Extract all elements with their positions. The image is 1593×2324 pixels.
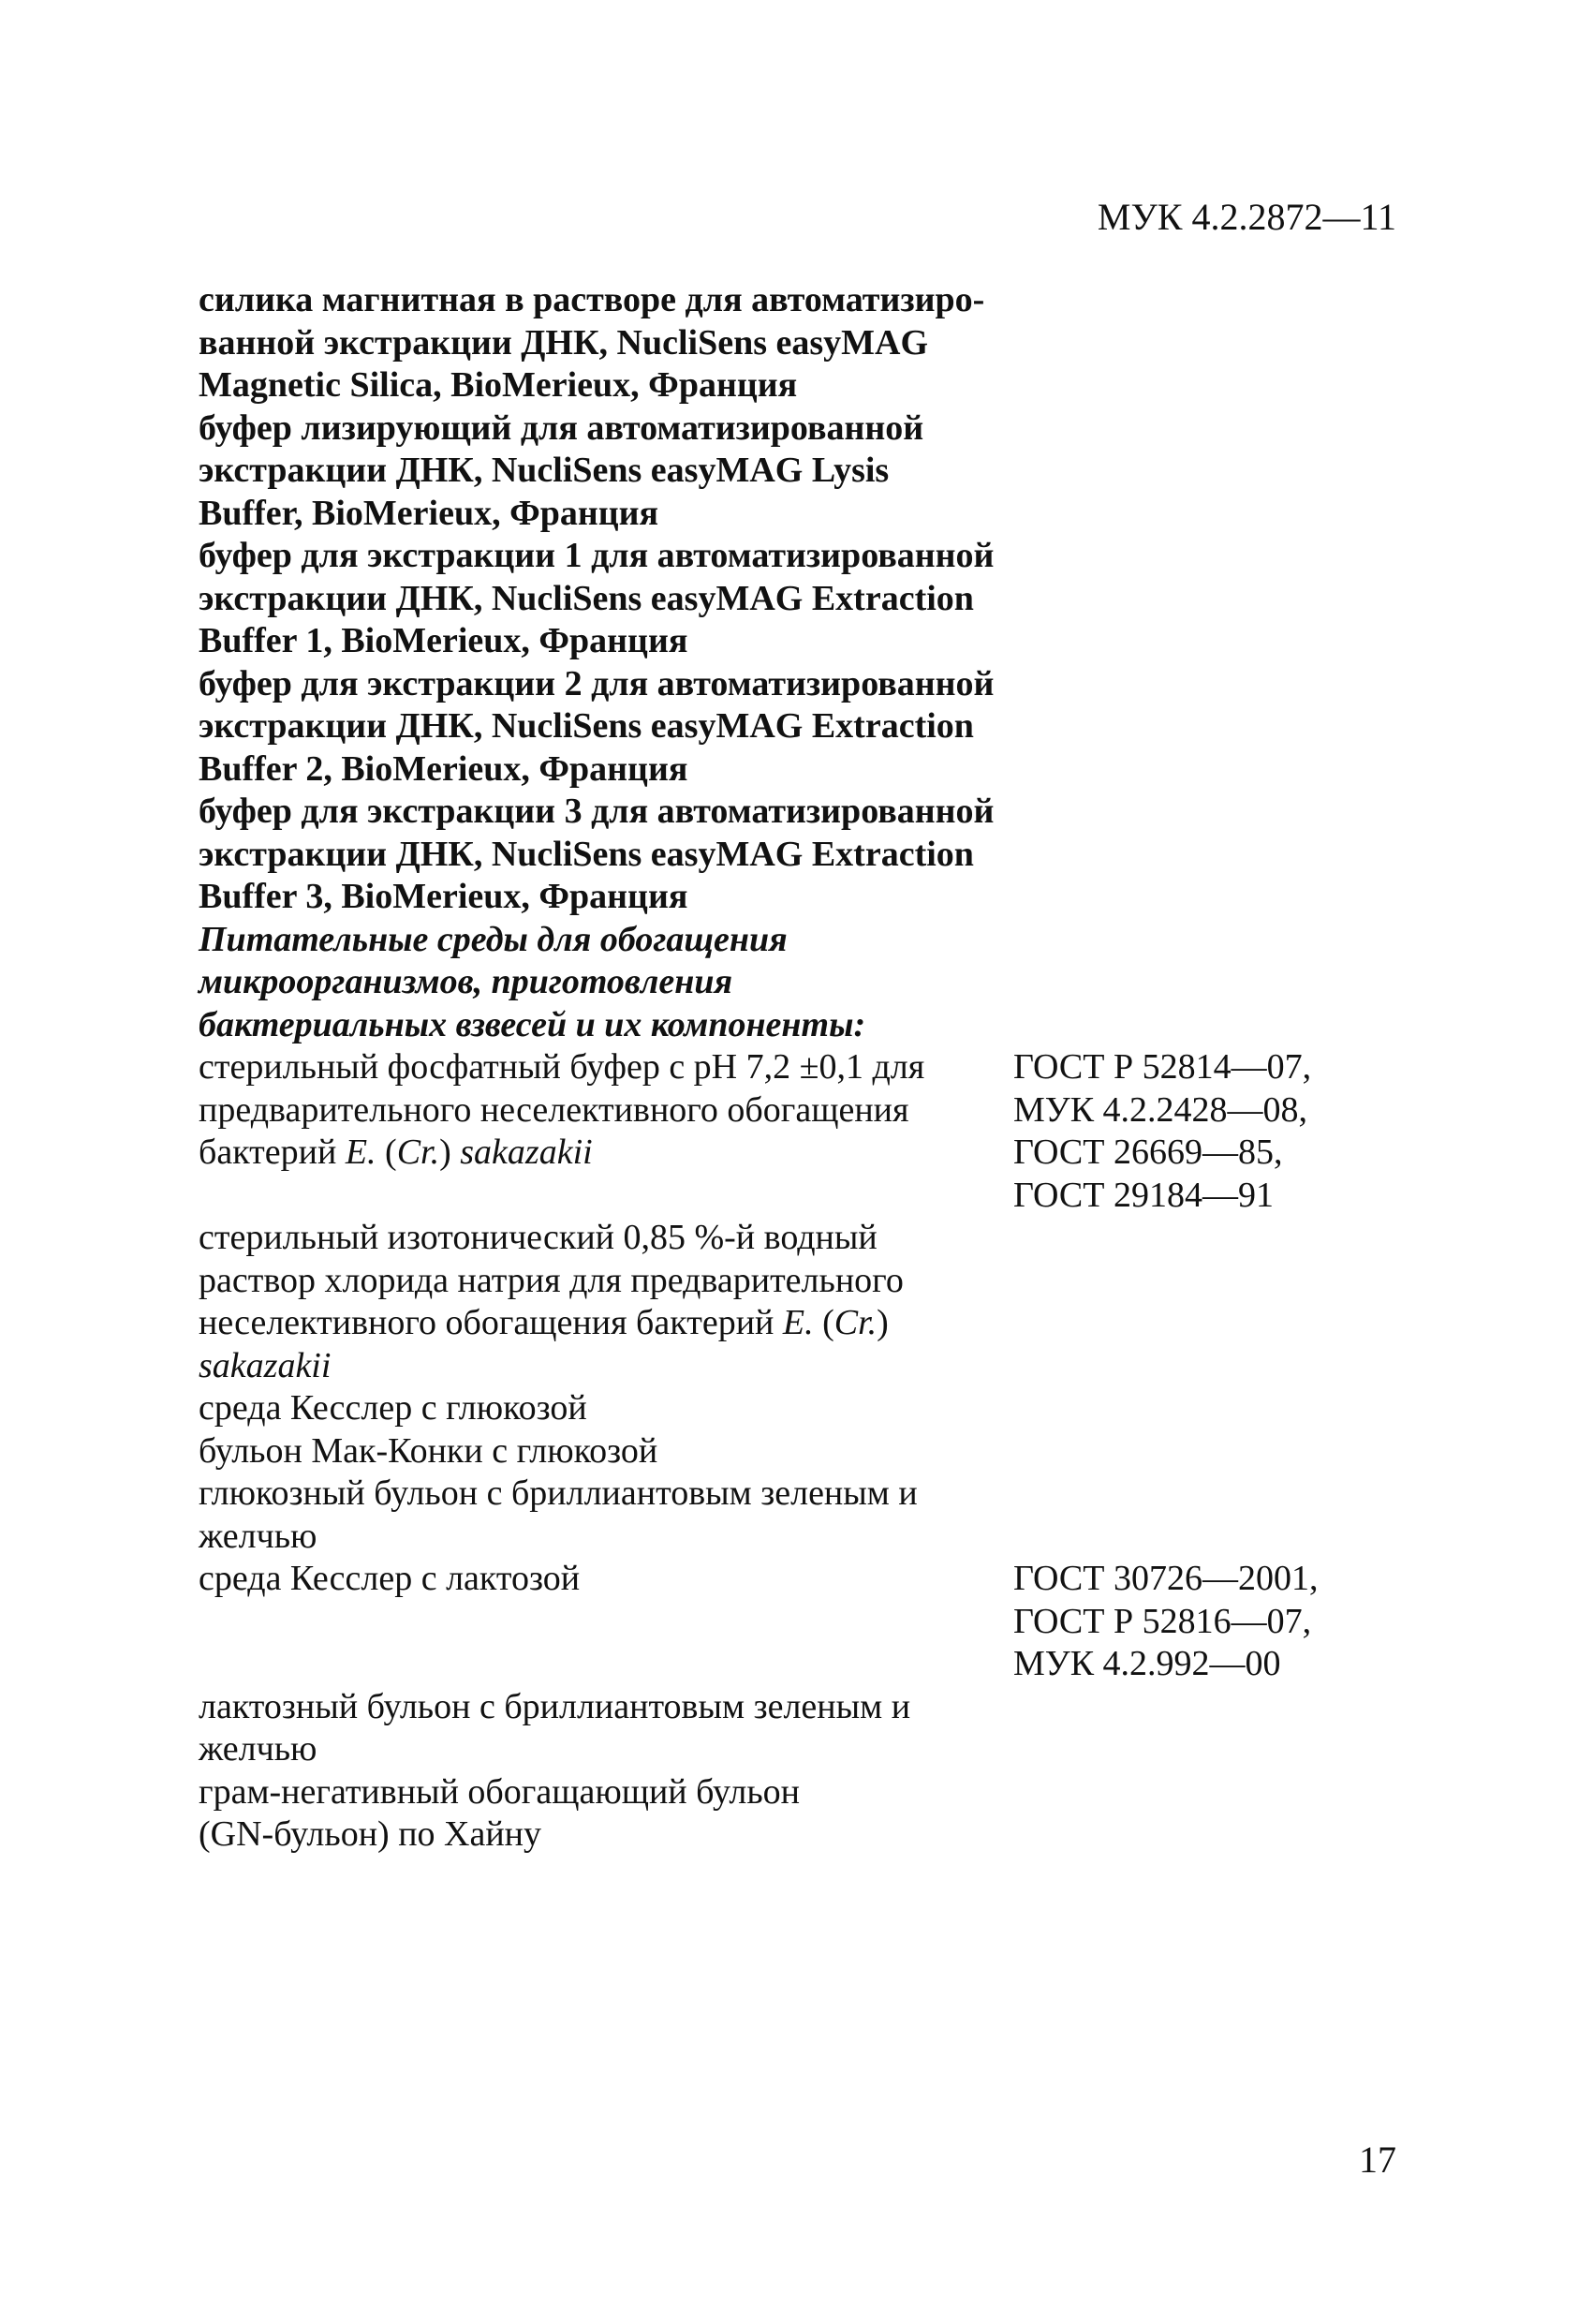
text-line: экстракции ДНК, NucliSens easyMAG Extraction (199, 578, 974, 618)
text-fragment: ( (376, 1132, 397, 1172)
text-fragment: неселективного обогащения бактерий (199, 1303, 783, 1342)
text-line: буфер лизирующий для автоматизированной (199, 407, 924, 448)
standard-ref: ГОСТ Р 52816—07, (1013, 1601, 1312, 1641)
text-line: стерильный фосфатный буфер с pH 7,2 ±0,1 для (199, 1047, 925, 1087)
text-line: силика магнитная в растворе для автоматизиро- (199, 280, 985, 319)
text-fragment: ( (813, 1303, 834, 1342)
text-line: Magnetic Silica, BioMerieux, Франция (199, 365, 798, 405)
text-fragment: бактерий (199, 1132, 346, 1172)
standard-ref: МУК 4.2.2428—08, (1013, 1089, 1308, 1130)
standard-ref: МУК 4.2.992—00 (1013, 1644, 1281, 1683)
text-line: грам-негативный обогащающий бульон (199, 1771, 800, 1812)
species-abbrev: E. (782, 1303, 814, 1342)
entry-description (199, 1046, 1013, 1217)
page-number: 17 (1359, 2139, 1396, 2181)
genus-abbrev: Cr. (833, 1303, 878, 1342)
species-name: sakazakii (460, 1132, 593, 1172)
text-line (199, 1132, 1013, 1175)
text-line: предварительного неселективного обогащения (199, 1089, 909, 1130)
text-line: (GN-бульон) по Хайну (199, 1814, 542, 1854)
text-line: Buffer 3, BioMerieux, Франция (199, 877, 688, 916)
text-line: Buffer 1, BioMerieux, Франция (199, 621, 688, 660)
text-line (199, 1302, 1416, 1345)
entry-phosphate-buffer (199, 1046, 1416, 1217)
text-line: экстракции ДНК, NucliSens easyMAG Extraction (199, 834, 974, 874)
text-line: глюкозный бульон с бриллиантовым зеленым и (199, 1473, 918, 1513)
text-line: раствор хлорида натрия для предварительного (199, 1260, 904, 1300)
section-heading-line: Питательные среды для обогащения (199, 919, 788, 959)
genus-abbrev: Cr. (396, 1132, 440, 1172)
entry-kessler-lactose (199, 1558, 1416, 1686)
text-line: буфер для экстракции 3 для автоматизированной (199, 792, 995, 831)
standard-ref: ГОСТ 30726—2001, (1013, 1559, 1319, 1598)
text-line: среда Кесслер с лактозой (199, 1559, 581, 1598)
text-line: желчью (199, 1729, 317, 1769)
entry-standards (1013, 1558, 1416, 1686)
standard-ref: ГОСТ 29184—91 (1013, 1175, 1274, 1215)
text-line: Buffer 2, BioMerieux, Франция (199, 748, 688, 789)
species-name: sakazakii (199, 1345, 332, 1385)
text-line: буфер для экстракции 2 для автоматизированной (199, 663, 995, 703)
text-line: экстракции ДНК, NucliSens easyMAG Extraction (199, 706, 974, 746)
section-heading-line: микроорганизмов, приготовления (199, 962, 733, 1001)
entry-standards (1013, 1046, 1416, 1217)
text-line: желчью (199, 1516, 317, 1556)
document-code: МУК 4.2.2872—11 (1097, 196, 1396, 238)
section-heading-line: бактериальных взвесей и их компоненты: (199, 1004, 866, 1044)
text-line: буфер для экстракции 1 для автоматизированной (199, 536, 995, 575)
species-abbrev: E. (345, 1132, 376, 1172)
text-line: стерильный изотонический 0,85 %-й водный (199, 1218, 878, 1257)
entry-description (199, 1558, 1013, 1686)
standard-ref: ГОСТ 26669—85, (1013, 1132, 1283, 1172)
text-line: лактозный бульон с бриллиантовым зеленым и (199, 1686, 911, 1726)
text-line: бульон Мак-Конки с глюкозой (199, 1430, 658, 1471)
text-fragment: ) (439, 1132, 461, 1172)
standard-ref: ГОСТ Р 52814—07, (1013, 1047, 1312, 1087)
text-line: ванной экстракции ДНК, NucliSens easyMAG (199, 322, 929, 363)
text-line: среда Кесслер с глюкозой (199, 1388, 587, 1428)
text-fragment: ) (877, 1303, 889, 1342)
document-body (199, 279, 1416, 1857)
text-line: Buffer, BioMerieux, Франция (199, 493, 659, 533)
text-line: экстракции ДНК, NucliSens easyMAG Lysis (199, 451, 890, 490)
